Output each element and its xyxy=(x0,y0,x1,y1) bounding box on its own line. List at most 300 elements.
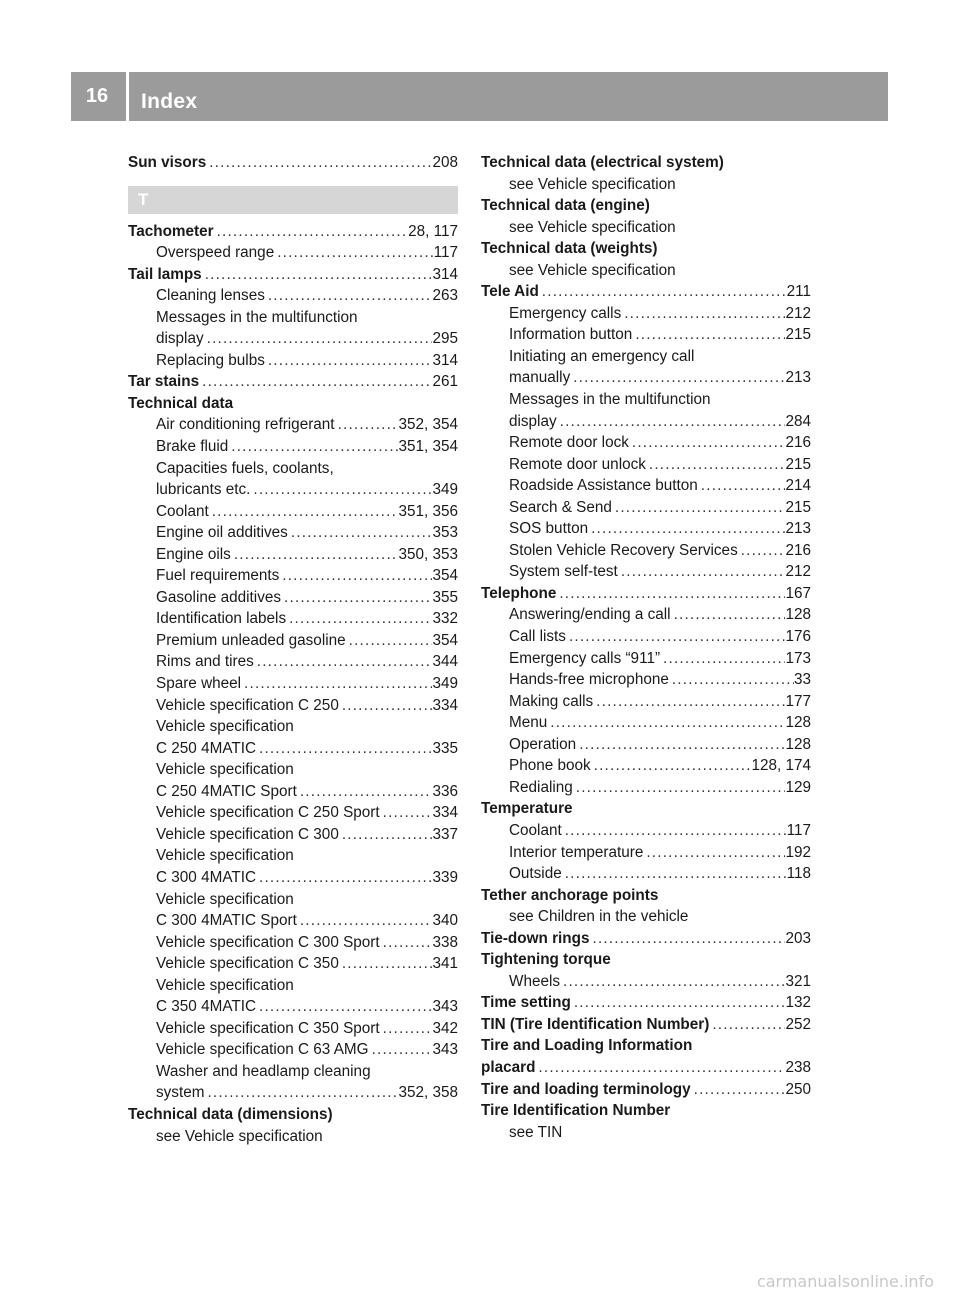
entry-text: Tele Aid xyxy=(481,283,539,301)
entry-text: Sun visors xyxy=(128,154,207,171)
index-subentry xyxy=(128,1126,458,1148)
watermark: carmanualsonline.info xyxy=(756,1272,934,1291)
index-subentry xyxy=(481,411,811,433)
index-entry xyxy=(128,264,458,286)
page-reference: 351, 354 xyxy=(398,438,458,456)
leader-dots xyxy=(199,371,432,393)
index-subentry xyxy=(481,346,811,368)
page-reference: 340 xyxy=(432,912,458,930)
leader-dots xyxy=(618,561,786,583)
entry-text: Replacing bulbs xyxy=(156,351,265,369)
leader-dots xyxy=(250,479,432,501)
leader-dots xyxy=(279,565,432,587)
index-subentry xyxy=(481,174,811,196)
entry-text: Cleaning lenses xyxy=(156,287,265,305)
index-subentry xyxy=(128,544,458,566)
leader-dots xyxy=(204,328,433,350)
page-reference: 352, 354 xyxy=(398,416,458,434)
index-subentry xyxy=(128,285,458,307)
page-reference: 238 xyxy=(785,1058,811,1076)
entry-text: manually xyxy=(509,369,571,387)
page-reference: 252 xyxy=(785,1015,811,1033)
index-subentry xyxy=(128,608,458,630)
entry-text: Tachometer xyxy=(128,222,214,240)
index-entry xyxy=(128,1104,458,1126)
index-subentry xyxy=(481,863,811,885)
entry-text: Wheels xyxy=(509,972,561,990)
leader-dots xyxy=(660,648,785,670)
index-subentry xyxy=(128,673,458,695)
index-subentry xyxy=(481,324,811,346)
index-subentry xyxy=(128,414,458,436)
page-reference: 214 xyxy=(785,477,811,495)
index-subentry xyxy=(481,518,811,540)
index-subentry xyxy=(481,260,811,282)
entry-text: Engine oils xyxy=(156,545,231,563)
index-letter-heading: T xyxy=(128,186,458,214)
entry-text: Messages in the multifunction xyxy=(156,308,358,326)
entry-text: Tire Identification Number xyxy=(481,1102,671,1120)
page-reference: 129 xyxy=(785,778,811,796)
page-reference: 173 xyxy=(785,649,811,667)
index-subentry xyxy=(481,820,811,842)
leader-dots xyxy=(206,152,432,174)
leader-dots xyxy=(297,781,433,803)
page-reference: 28, 117 xyxy=(408,222,458,240)
leader-dots xyxy=(632,324,785,346)
leader-dots xyxy=(709,1014,785,1036)
index-subentry xyxy=(128,1039,458,1061)
leader-dots xyxy=(214,221,409,243)
index-subentry xyxy=(128,889,458,911)
page-reference: 338 xyxy=(432,933,458,951)
page-reference: 336 xyxy=(432,782,458,800)
leader-dots xyxy=(346,630,433,652)
index-subentry xyxy=(481,777,811,799)
leader-dots xyxy=(288,522,433,544)
page-reference: 128, 174 xyxy=(751,757,811,775)
leader-dots xyxy=(547,712,785,734)
index-entry xyxy=(481,583,811,605)
entry-text: see Vehicle specification xyxy=(509,175,676,193)
index-subentry xyxy=(481,454,811,476)
leader-dots xyxy=(286,608,432,630)
entry-text: Vehicle specification C 63 AMG xyxy=(156,1041,369,1059)
leader-dots xyxy=(573,777,786,799)
index-subentry xyxy=(128,953,458,975)
index-subentry xyxy=(128,479,458,501)
leader-dots xyxy=(557,411,786,433)
index-subentry xyxy=(128,522,458,544)
page-reference: 332 xyxy=(432,610,458,628)
entry-text: Phone book xyxy=(509,757,591,775)
index-entry xyxy=(481,1057,811,1079)
entry-text: Time setting xyxy=(481,994,571,1012)
page-reference: 215 xyxy=(785,455,811,473)
entry-text: Operation xyxy=(509,735,577,753)
index-subentry xyxy=(481,217,811,239)
index-subentry xyxy=(128,1061,458,1083)
page-reference: 216 xyxy=(785,541,811,559)
leader-dots xyxy=(698,475,786,497)
header-divider xyxy=(126,72,129,121)
index-subentry xyxy=(481,389,811,411)
entry-text: Vehicle specification xyxy=(156,718,294,736)
entry-text: Engine oil additives xyxy=(156,524,288,542)
index-subentry xyxy=(128,759,458,781)
entry-text: Tightening torque xyxy=(481,951,611,969)
index-subentry xyxy=(128,975,458,997)
index-subentry xyxy=(481,971,811,993)
leader-dots xyxy=(738,540,786,562)
page-reference: 213 xyxy=(785,520,811,538)
leader-dots xyxy=(691,1079,786,1101)
leader-dots xyxy=(556,583,785,605)
page-reference: 314 xyxy=(432,265,458,283)
entry-text: Outside xyxy=(509,865,562,883)
entry-text: Vehicle specification xyxy=(156,976,294,994)
entry-text: Technical data (electrical system) xyxy=(481,154,724,171)
page-reference: 128 xyxy=(785,714,811,732)
entry-text: Vehicle specification C 300 xyxy=(156,825,339,843)
page-reference: 353 xyxy=(432,524,458,542)
index-entry xyxy=(481,1100,811,1122)
index-subentry xyxy=(481,367,811,389)
leader-dots xyxy=(231,544,399,566)
leader-dots xyxy=(590,928,786,950)
page-header xyxy=(71,72,888,121)
index-entry xyxy=(128,221,458,243)
entry-text: Information button xyxy=(509,326,633,344)
entry-text: Vehicle specification C 350 xyxy=(156,955,339,973)
entry-text: Tether anchorage points xyxy=(481,886,659,904)
leader-dots xyxy=(621,303,785,325)
leader-dots xyxy=(265,285,433,307)
index-subentry xyxy=(481,648,811,670)
page-reference: 208 xyxy=(432,154,458,171)
index-subentry xyxy=(481,432,811,454)
index-subentry xyxy=(128,738,458,760)
page-reference: 334 xyxy=(432,696,458,714)
entry-text: Tail lamps xyxy=(128,265,202,283)
entry-text: Vehicle specification xyxy=(156,890,294,908)
leader-dots xyxy=(629,432,786,454)
entry-text: Remote door unlock xyxy=(509,455,646,473)
index-subentry xyxy=(128,587,458,609)
entry-text: Roadside Assistance button xyxy=(509,477,698,495)
page-reference: 351, 356 xyxy=(398,502,458,520)
page-reference: 203 xyxy=(785,929,811,947)
leader-dots xyxy=(256,996,432,1018)
entry-text: see Children in the vehicle xyxy=(509,908,689,926)
index-subentry xyxy=(128,242,458,264)
entry-text: Coolant xyxy=(156,502,209,520)
leader-dots xyxy=(228,436,398,458)
entry-text: Technical data (engine) xyxy=(481,197,650,215)
page-reference: 349 xyxy=(432,481,458,499)
leader-dots xyxy=(591,755,752,777)
page-reference: 250 xyxy=(785,1080,811,1098)
index-entry xyxy=(128,371,458,393)
leader-dots xyxy=(593,691,785,713)
entry-text: Technical data (dimensions) xyxy=(128,1105,333,1123)
index-entry xyxy=(481,152,811,174)
page-reference: 321 xyxy=(785,972,811,990)
index-subentry xyxy=(128,630,458,652)
leader-dots xyxy=(539,281,787,303)
entry-text: TIN (Tire Identification Number) xyxy=(481,1015,710,1033)
index-entry xyxy=(481,949,811,971)
leader-dots xyxy=(297,910,433,932)
entry-text: Air conditioning refrigerant xyxy=(156,416,335,434)
leader-dots xyxy=(339,953,433,975)
page-reference: 192 xyxy=(785,843,811,861)
page-reference: 211 xyxy=(786,283,811,301)
index-subentry xyxy=(481,691,811,713)
leader-dots xyxy=(254,651,433,673)
index-subentry xyxy=(481,540,811,562)
entry-text: Vehicle specification xyxy=(156,761,294,779)
leader-dots xyxy=(209,501,399,523)
page-reference: 117 xyxy=(433,244,458,262)
entry-text: Hands-free microphone xyxy=(509,671,669,689)
index-entry xyxy=(481,1014,811,1036)
page-reference: 118 xyxy=(786,865,811,883)
index-column-right xyxy=(481,152,811,1143)
entry-text: Gasoline additives xyxy=(156,588,281,606)
index-entry xyxy=(481,1035,811,1057)
entry-text: Redialing xyxy=(509,778,573,796)
entry-text: Menu xyxy=(509,714,548,732)
entry-text: lubricants etc. xyxy=(156,481,251,499)
page-reference: 215 xyxy=(785,498,811,516)
entry-text: Technical data (weights) xyxy=(481,240,658,258)
page-reference: 215 xyxy=(785,326,811,344)
entry-text: Tie-down rings xyxy=(481,929,590,947)
entry-text: see Vehicle specification xyxy=(509,261,676,279)
page-reference: 117 xyxy=(786,821,811,839)
entry-text: Tar stains xyxy=(128,373,200,391)
entry-text: Overspeed range xyxy=(156,244,275,262)
entry-text: Vehicle specification C 350 Sport xyxy=(156,1019,380,1037)
entry-text: Messages in the multifunction xyxy=(509,391,711,409)
page-reference: 341 xyxy=(432,955,458,973)
entry-text: C 300 4MATIC Sport xyxy=(156,912,297,930)
leader-dots xyxy=(566,626,786,648)
index-entry xyxy=(481,1079,811,1101)
index-subentry xyxy=(128,932,458,954)
leader-dots xyxy=(380,1018,433,1040)
leader-dots xyxy=(274,242,433,264)
index-subentry xyxy=(481,906,811,928)
page-reference: 177 xyxy=(785,692,811,710)
index-subentry xyxy=(128,781,458,803)
leader-dots xyxy=(339,824,433,846)
entry-text: see TIN xyxy=(509,1123,563,1141)
index-subentry xyxy=(481,604,811,626)
entry-text: Technical data xyxy=(128,394,234,412)
leader-dots xyxy=(380,932,433,954)
entry-text: Premium unleaded gasoline xyxy=(156,631,346,649)
page-reference: 212 xyxy=(785,304,811,322)
entry-text: Telephone xyxy=(481,584,557,602)
index-subentry xyxy=(481,755,811,777)
index-subentry xyxy=(128,1082,458,1104)
page-reference: 355 xyxy=(432,588,458,606)
page-reference: 354 xyxy=(432,567,458,585)
entry-text: Stolen Vehicle Recovery Services xyxy=(509,541,738,559)
entry-text: Interior temperature xyxy=(509,843,644,861)
leader-dots xyxy=(281,587,432,609)
page-reference: 354 xyxy=(432,631,458,649)
index-entry xyxy=(128,152,458,174)
index-subentry xyxy=(481,626,811,648)
entry-text: placard xyxy=(481,1058,536,1076)
page-reference: 337 xyxy=(432,825,458,843)
index-subentry xyxy=(481,475,811,497)
entry-text: Vehicle specification C 250 xyxy=(156,696,339,714)
page-number: 16 xyxy=(85,85,109,107)
entry-text: see Vehicle specification xyxy=(156,1127,323,1145)
index-subentry xyxy=(481,669,811,691)
entry-text: SOS button xyxy=(509,520,589,538)
entry-text: Coolant xyxy=(509,821,562,839)
index-entry xyxy=(481,238,811,260)
index-subentry xyxy=(128,436,458,458)
page-reference: 216 xyxy=(785,434,811,452)
entry-text: Washer and headlamp cleaning xyxy=(156,1062,371,1080)
page-reference: 352, 358 xyxy=(398,1084,458,1102)
entry-text: Search & Send xyxy=(509,498,612,516)
index-subentry xyxy=(128,996,458,1018)
entry-text: Making calls xyxy=(509,692,594,710)
index-entry xyxy=(481,885,811,907)
index-entry xyxy=(481,195,811,217)
leader-dots xyxy=(241,673,432,695)
index-subentry xyxy=(128,845,458,867)
index-subentry xyxy=(128,824,458,846)
page-reference: 176 xyxy=(785,628,811,646)
leader-dots xyxy=(560,971,785,993)
leader-dots xyxy=(335,414,399,436)
index-subentry xyxy=(481,561,811,583)
entry-text: System self-test xyxy=(509,563,618,581)
leader-dots xyxy=(646,454,786,476)
index-subentry xyxy=(481,497,811,519)
leader-dots xyxy=(562,820,787,842)
entry-text: Fuel requirements xyxy=(156,567,280,585)
index-subentry xyxy=(481,303,811,325)
entry-text: Emergency calls xyxy=(509,304,622,322)
entry-text: Call lists xyxy=(509,628,566,646)
section-title: Index xyxy=(141,90,198,113)
index-subentry xyxy=(481,712,811,734)
page-reference: 344 xyxy=(432,653,458,671)
index-subentry xyxy=(128,651,458,673)
page-reference: 343 xyxy=(432,1041,458,1059)
leader-dots xyxy=(256,738,432,760)
entry-text: display xyxy=(156,330,204,348)
entry-text: C 250 4MATIC xyxy=(156,739,257,757)
page-reference: 349 xyxy=(432,675,458,693)
index-subentry xyxy=(481,842,811,864)
entry-text: Rims and tires xyxy=(156,653,254,671)
entry-text: display xyxy=(509,412,557,430)
entry-text: Vehicle specification C 250 Sport xyxy=(156,804,380,822)
page-reference: 167 xyxy=(785,584,811,602)
index-subentry xyxy=(128,307,458,329)
entry-text: Initiating an emergency call xyxy=(509,347,695,365)
index-entry xyxy=(481,798,811,820)
page-reference: 128 xyxy=(785,735,811,753)
leader-dots xyxy=(562,863,787,885)
index-entry xyxy=(481,281,811,303)
entry-text: Remote door lock xyxy=(509,434,629,452)
leader-dots xyxy=(204,1082,398,1104)
leader-dots xyxy=(588,518,785,540)
leader-dots xyxy=(202,264,433,286)
leader-dots xyxy=(669,669,794,691)
entry-text: Tire and Loading Information xyxy=(481,1037,693,1055)
page-reference: 350, 353 xyxy=(398,545,458,563)
index-subentry xyxy=(128,501,458,523)
leader-dots xyxy=(380,802,433,824)
entry-text: Emergency calls “911” xyxy=(509,649,661,667)
page-reference: 263 xyxy=(432,287,458,305)
page-reference: 132 xyxy=(785,994,811,1012)
entry-text: see Vehicle specification xyxy=(509,218,676,236)
index-subentry xyxy=(128,802,458,824)
index-subentry xyxy=(128,867,458,889)
index-subentry xyxy=(128,350,458,372)
leader-dots xyxy=(256,867,432,889)
page-reference: 284 xyxy=(785,412,811,430)
entry-text: system xyxy=(156,1084,205,1102)
entry-text: Vehicle specification xyxy=(156,847,294,865)
index-subentry xyxy=(128,695,458,717)
page-reference: 261 xyxy=(432,373,458,391)
leader-dots xyxy=(339,695,433,717)
leader-dots xyxy=(535,1057,785,1079)
leader-dots xyxy=(612,497,786,519)
entry-text: Capacities fuels, coolants, xyxy=(156,459,334,477)
page-reference: 343 xyxy=(432,998,458,1016)
index-entry xyxy=(481,928,811,950)
leader-dots xyxy=(570,367,785,389)
entry-text: C 250 4MATIC Sport xyxy=(156,782,297,800)
page-reference: 314 xyxy=(432,351,458,369)
entry-text: Vehicle specification C 300 Sport xyxy=(156,933,380,951)
page-reference: 295 xyxy=(432,330,458,348)
entry-text: Brake fluid xyxy=(156,438,229,456)
index-subentry xyxy=(481,1122,811,1144)
page-reference: 213 xyxy=(785,369,811,387)
index-subentry xyxy=(481,734,811,756)
leader-dots xyxy=(265,350,433,372)
index-subentry xyxy=(128,910,458,932)
entry-text: C 300 4MATIC xyxy=(156,868,257,886)
page-reference: 335 xyxy=(432,739,458,757)
leader-dots xyxy=(571,992,786,1014)
page-reference: 334 xyxy=(432,804,458,822)
index-subentry xyxy=(128,328,458,350)
index-subentry xyxy=(128,1018,458,1040)
entry-text: Temperature xyxy=(481,800,573,818)
leader-dots xyxy=(369,1039,433,1061)
index-subentry xyxy=(128,716,458,738)
entry-text: Answering/ending a call xyxy=(509,606,671,624)
index-subentry xyxy=(128,458,458,480)
